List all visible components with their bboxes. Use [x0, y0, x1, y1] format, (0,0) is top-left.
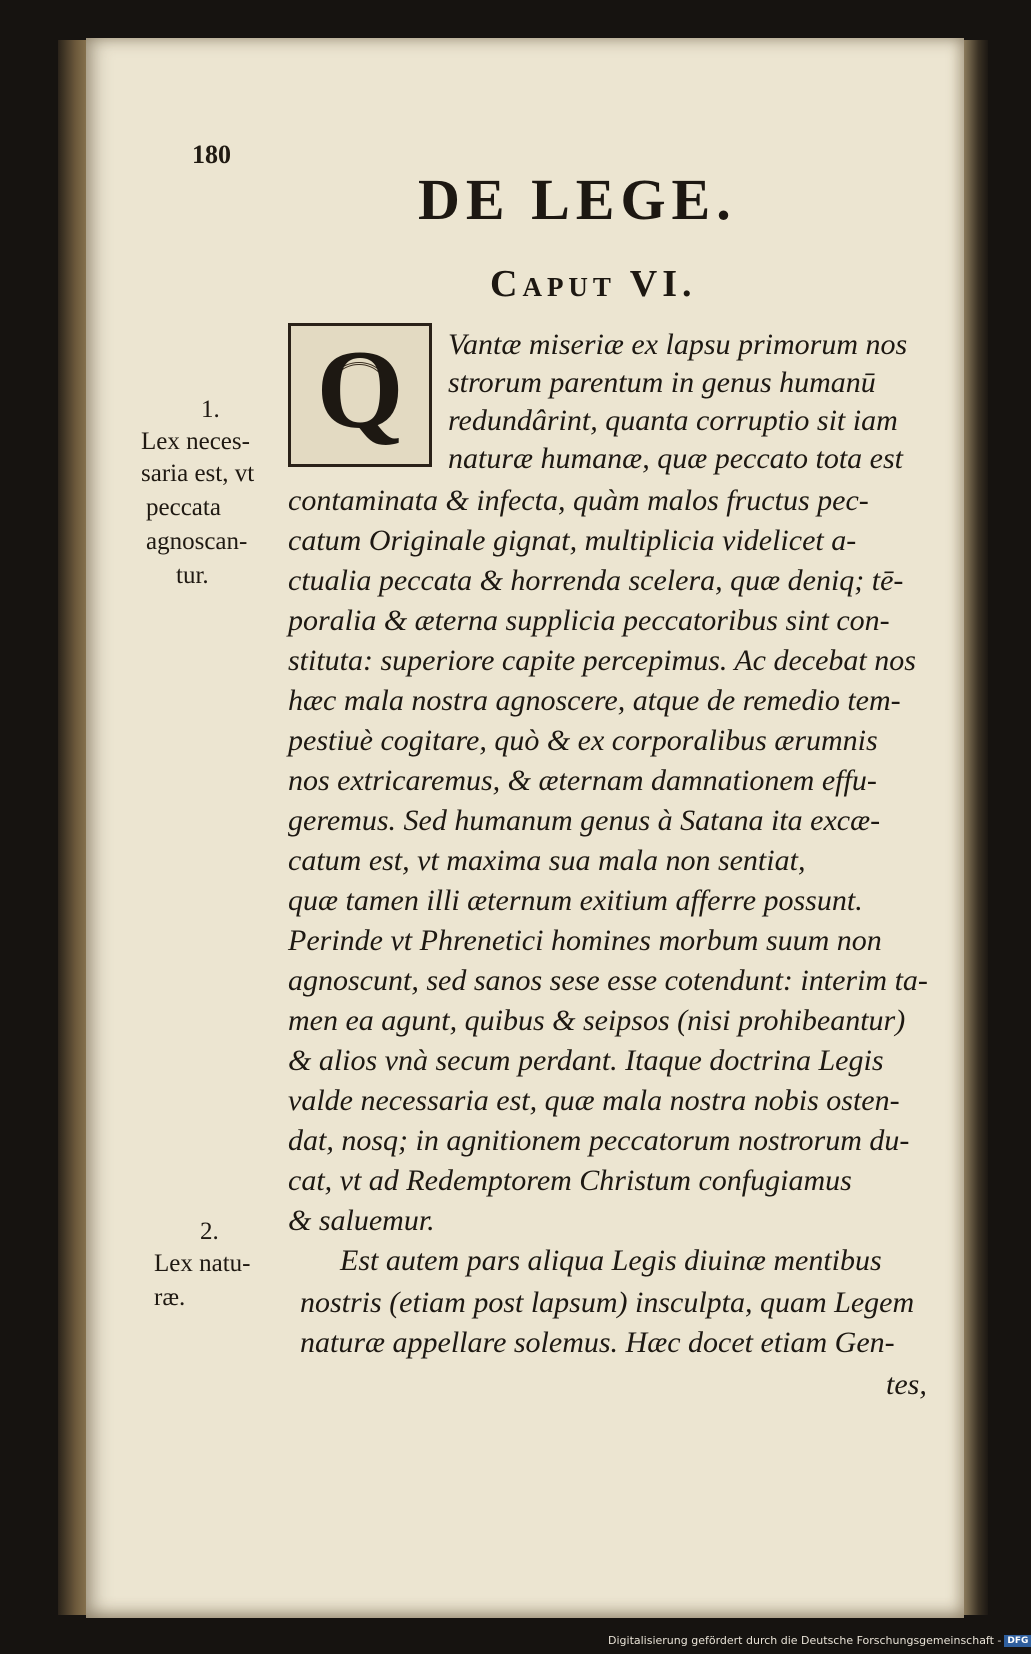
catchword: tes, — [886, 1368, 927, 1401]
body-line: valde necessaria est, quæ mala nostra nobis osten- — [288, 1084, 900, 1117]
body-line: naturæ appellare solemus. Hæc docet etiam Gen- — [300, 1326, 895, 1359]
margin-note-line: Lex neces- — [141, 428, 250, 455]
margin-note-line: ræ. — [154, 1284, 186, 1311]
body-line: cat, vt ad Redemptorem Christum confugiamus — [288, 1164, 852, 1197]
body-line: Est autem pars aliqua Legis diuinæ mentibus — [340, 1244, 882, 1277]
digitization-credit — [608, 1634, 1031, 1647]
body-line: catum est, vt maxima sua mala non sentiat, — [288, 844, 806, 877]
margin-note-number: 1. — [201, 396, 220, 423]
body-line: geremus. Sed humanum genus à Satana ita excæ- — [288, 804, 881, 837]
body-line: quæ tamen illi æternum exitium afferre possunt. — [288, 884, 863, 917]
body-line: naturæ humanæ, quæ peccato tota est — [448, 442, 903, 475]
margin-note-number: 2. — [200, 1218, 219, 1245]
margin-note-line: agnoscan- — [146, 528, 248, 555]
page-number: 180 — [192, 140, 231, 169]
body-line: men ea agunt, quibus & seipsos (nisi prohibeantur) — [288, 1004, 906, 1037]
body-line: pestiuè cogitare, quò & ex corporalibus ærumnis — [288, 724, 878, 757]
body-line: dat, nosq; in agnitionem peccatorum nostrorum du- — [288, 1124, 910, 1157]
body-line: & saluemur. — [288, 1204, 435, 1237]
decorated-initial — [288, 323, 432, 467]
margin-note-line: tur. — [176, 562, 209, 589]
margin-note-line: saria est, vt — [141, 460, 255, 487]
credit-text: Digitalisierung gefördert durch die Deutsche Forschungsgemeinschaft - — [608, 1634, 1002, 1647]
dfg-logo-icon: DFG — [1004, 1635, 1031, 1647]
body-line: nos extricaremus, & æternam damnationem effu- — [288, 764, 877, 797]
chapter-heading: Caput VI. — [490, 263, 697, 305]
initial-letter: Q — [316, 328, 404, 452]
body-line: contaminata & infecta, quàm malos fructus pec- — [288, 484, 869, 517]
body-line: nostris (etiam post lapsum) insculpta, quam Legem — [300, 1286, 915, 1319]
body-line: stituta: superiore capite percepimus. Ac decebat nos — [288, 644, 916, 677]
body-line: ctualia peccata & horrenda scelera, quæ deniq; tē- — [288, 564, 904, 597]
page-edge-right — [964, 40, 988, 1615]
body-line: Perinde vt Phrenetici homines morbum suum non — [288, 924, 882, 957]
page-title: DE LEGE. — [418, 167, 737, 232]
body-line: Vantæ miseriæ ex lapsu primorum nos — [448, 328, 908, 361]
body-line: strorum parentum in genus humanū — [448, 366, 876, 399]
body-line: redundârint, quanta corruptio sit iam — [448, 404, 898, 437]
margin-note-line: Lex natu- — [154, 1250, 251, 1277]
body-line: hæc mala nostra agnoscere, atque de remedio tem- — [288, 684, 901, 717]
margin-note-line: peccata — [146, 494, 221, 521]
body-line: poralia & æterna supplicia peccatoribus sint con- — [288, 604, 890, 637]
body-line: & alios vnà secum perdant. Itaque doctrina Legis — [288, 1044, 884, 1077]
body-line: catum Originale gignat, multiplicia videlicet a- — [288, 524, 857, 557]
body-line: agnoscunt, sed sanos sese esse cotendunt: interim ta- — [288, 964, 928, 997]
